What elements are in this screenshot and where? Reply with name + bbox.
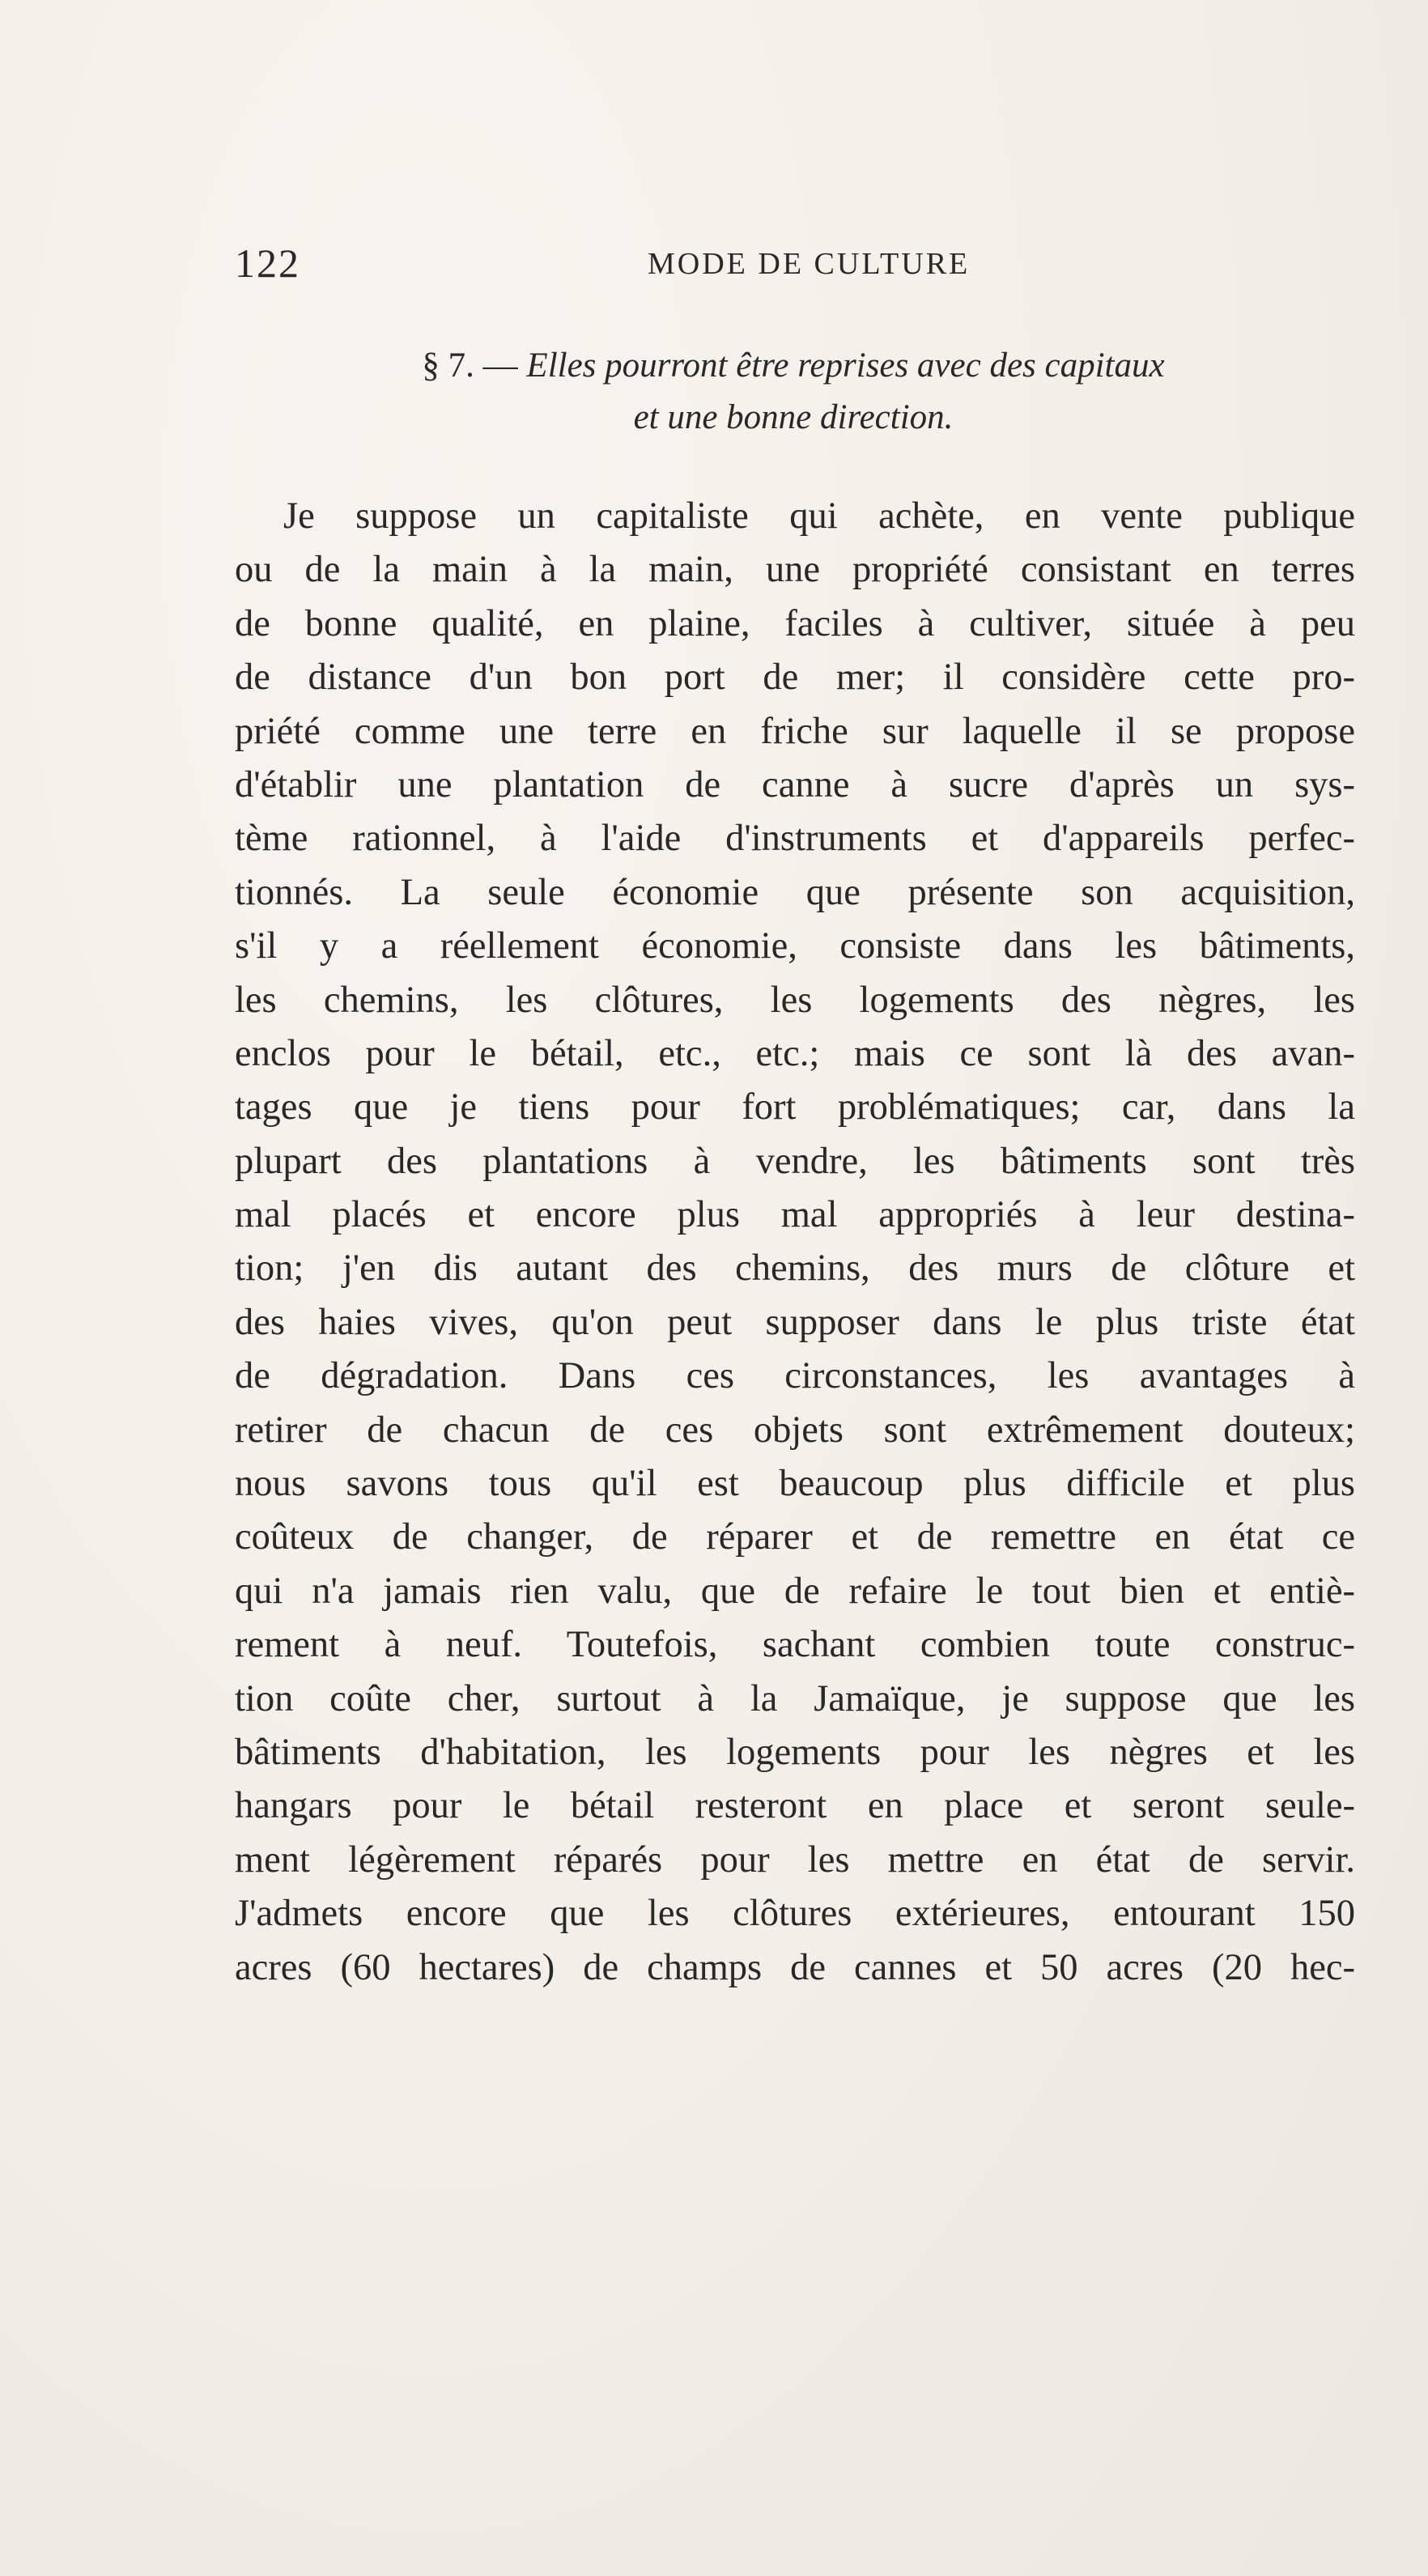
text-line: tages que je tiens pour fort problématiques; car, dans la xyxy=(235,1086,1355,1129)
text-line: rement à neuf. Toutefois, sachant combien toute construc- xyxy=(235,1624,1355,1666)
running-head xyxy=(235,240,1352,288)
text-line: priété comme une terre en friche sur laquelle il se propose xyxy=(235,710,1355,752)
text-line: tème rationnel, à l'aide d'instruments et d'appareils perfec- xyxy=(235,818,1355,860)
text-line: plupart des plantations à vendre, les bâtiments sont très xyxy=(235,1140,1355,1182)
text-line: retirer de chacun de ces objets sont extrêmement douteux; xyxy=(235,1409,1355,1451)
text-line: ou de la main à la main, une propriété consistant en terres xyxy=(235,549,1355,591)
section-heading-line-1 xyxy=(235,340,1352,392)
running-title: MODE DE CULTURE xyxy=(648,247,971,281)
text-line: coûteux de changer, de réparer et de remettre en état ce xyxy=(235,1516,1355,1558)
text-line: s'il y a réellement économie, consiste dans les bâtiments, xyxy=(235,925,1355,967)
text-line: qui n'a jamais rien valu, que de refaire le tout bien et entiè- xyxy=(235,1570,1355,1612)
section-title-part-2: et une bonne direction. xyxy=(633,398,954,436)
page-number: 122 xyxy=(235,240,300,286)
text-line: ment légèrement réparés pour les mettre en état de servir. xyxy=(235,1838,1355,1881)
text-line: tion coûte cher, surtout à la Jamaïque, je suppose que les xyxy=(235,1677,1355,1719)
section-heading-line-2 xyxy=(235,392,1352,444)
text-line: les chemins, les clôtures, les logements des nègres, les xyxy=(235,979,1355,1021)
text-line: J'admets encore que les clôtures extérieures, entourant 150 xyxy=(235,1893,1355,1935)
body-paragraph xyxy=(235,490,1355,1995)
text-line: enclos pour le bétail, etc., etc.; mais ce sont là des avan- xyxy=(235,1032,1355,1074)
text-line: Je suppose un capitaliste qui achète, en vente publique xyxy=(283,495,1355,537)
text-line: bâtiments d'habitation, les logements pour les nègres et les xyxy=(235,1731,1355,1773)
section-title-part-1: Elles pourront être reprises avec des capitaux xyxy=(526,346,1165,385)
text-line: d'établir une plantation de canne à sucre d'après un sys- xyxy=(235,763,1355,806)
text-line: des haies vives, qu'on peut supposer dans le plus triste état xyxy=(235,1301,1355,1343)
text-line: acres (60 hectares) de champs de cannes et 50 acres (20 hec- xyxy=(235,1946,1355,1988)
text-line: tion; j'en dis autant des chemins, des murs de clôture et xyxy=(235,1248,1355,1290)
text-line: de dégradation. Dans ces circonstances, les avantages à xyxy=(235,1355,1355,1397)
text-line: nous savons tous qu'il est beaucoup plus difficile et plus xyxy=(235,1463,1355,1505)
text-line: de bonne qualité, en plaine, faciles à cultiver, située à peu xyxy=(235,602,1355,644)
text-line: tionnés. La seule économie que présente son acquisition, xyxy=(235,871,1355,913)
text-line: de distance d'un bon port de mer; il considère cette pro- xyxy=(235,657,1355,699)
section-dash: — xyxy=(482,346,518,385)
section-heading xyxy=(235,340,1352,444)
text-line: hangars pour le bétail resteront en place et seront seule- xyxy=(235,1785,1355,1827)
text-line: mal placés et encore plus mal appropriés à leur destina- xyxy=(235,1194,1355,1236)
section-number: § 7. xyxy=(422,346,474,385)
